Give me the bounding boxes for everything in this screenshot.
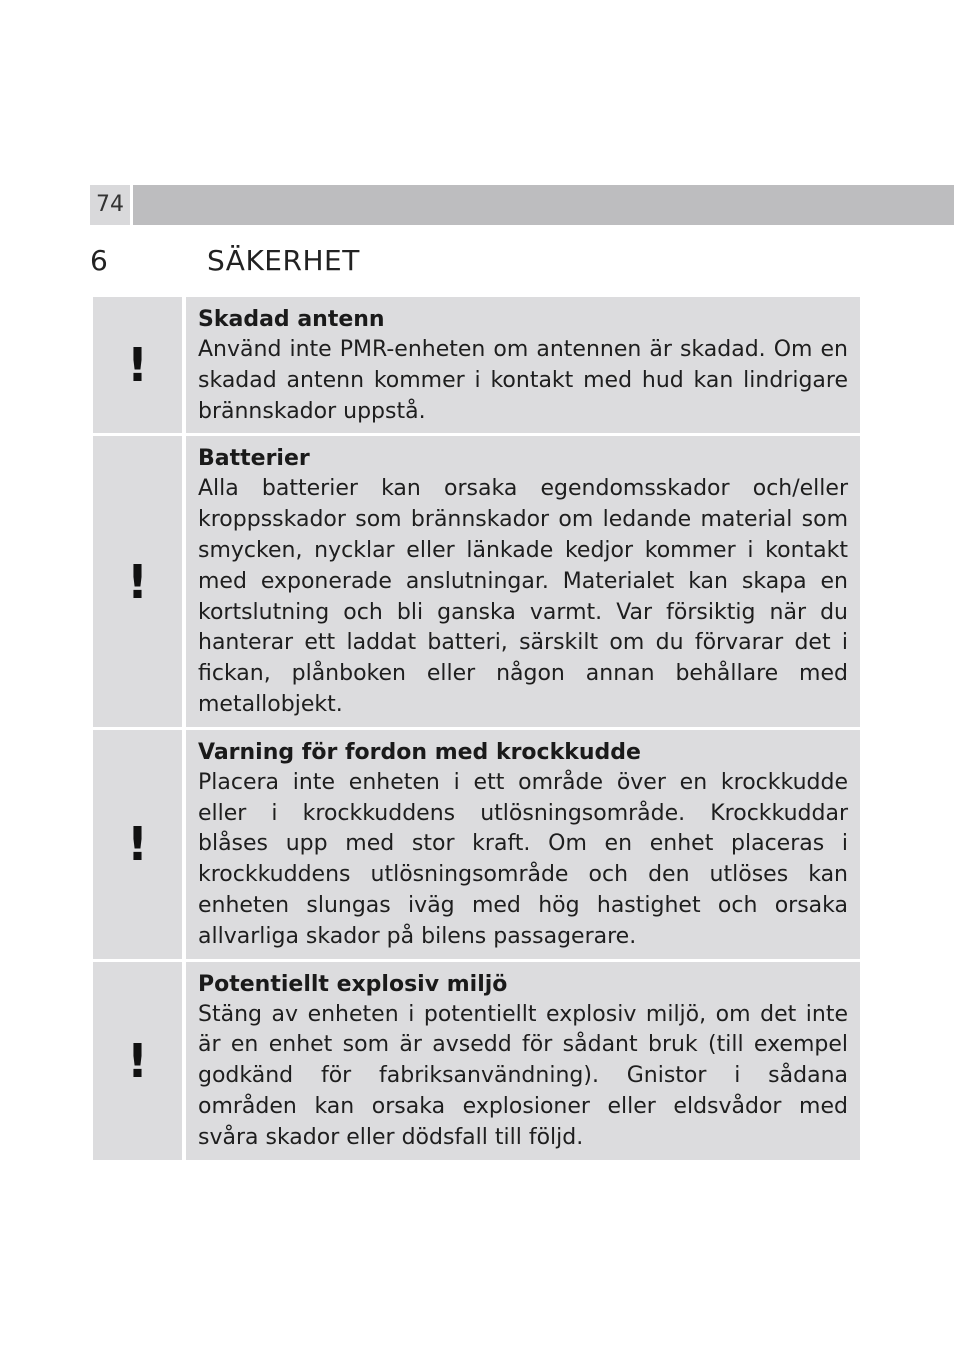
warning-title: Skadad antenn — [198, 307, 385, 332]
exclamation-icon: ! — [127, 338, 148, 393]
page-header — [90, 185, 954, 225]
warning-row-antenna — [93, 297, 860, 433]
exclamation-icon: ! — [127, 554, 148, 609]
warning-row-airbag — [93, 730, 860, 959]
section-heading: SÄKERHET — [207, 244, 360, 277]
warning-body: Alla batterier kan orsaka egendomsskador och/eller kroppsskador som brännskador om ledande material som smycken, nycklar eller länkade kedjor kommer i kontakt med exponerade anslutningar. Materialet kan skapa en kortslutning och bli ganska varmt. Var försiktig när du hanterar ett laddat batteri, särskilt om du förvarar det i fickan, plånboken eller någon annan behållare med metallobjekt. — [198, 476, 848, 717]
page-number: 74 — [90, 185, 130, 225]
warning-text-cell — [186, 962, 860, 1160]
section-number: 6 — [90, 244, 108, 277]
warning-title: Batterier — [198, 446, 310, 472]
warning-body: Placera inte enheten i ett område över en krockkudde eller i krockkuddens utlösningsområde. Krockkuddar blåses upp med stor kraft. Om en enhet placeras i krockkuddens utlösningsområde och den utlöses kan enheten slungas iväg med hög hastighet och orsaka allvarliga skador på bilens passagerare. — [198, 769, 848, 949]
warning-text-cell — [186, 297, 860, 433]
warning-icon-cell — [93, 962, 182, 1160]
section-title — [90, 240, 850, 282]
warning-body: Använd inte PMR-enheten om antennen är skadad. Om en skadad antenn kommer i kontakt med hud kan lindrigare brännskador uppstå. — [198, 337, 848, 424]
warning-title: Potentiellt explosiv miljö — [198, 971, 508, 997]
warning-title: Varning för fordon med krockkudde — [198, 739, 641, 765]
warning-text-cell — [186, 436, 860, 726]
warning-icon-cell — [93, 436, 182, 726]
warning-row-batteries — [93, 436, 860, 726]
warning-icon-cell — [93, 730, 182, 959]
warning-icon-cell — [93, 297, 182, 433]
header-bar — [133, 185, 954, 225]
warning-body: Stäng av enheten i potentiellt explosiv miljö, om det inte är en enhet som är avsedd för sådant bruk (till exempel godkänd för fabriksanvändning). Gnistor i sådana områden kan orsaka explosioner eller eldsvådor med svåra skador eller dödsfall till följd. — [198, 1001, 848, 1150]
warning-text-cell — [186, 730, 860, 959]
warning-row-explosive — [93, 962, 860, 1160]
warnings-table — [93, 297, 860, 1163]
exclamation-icon: ! — [127, 817, 148, 872]
exclamation-icon: ! — [127, 1033, 148, 1088]
